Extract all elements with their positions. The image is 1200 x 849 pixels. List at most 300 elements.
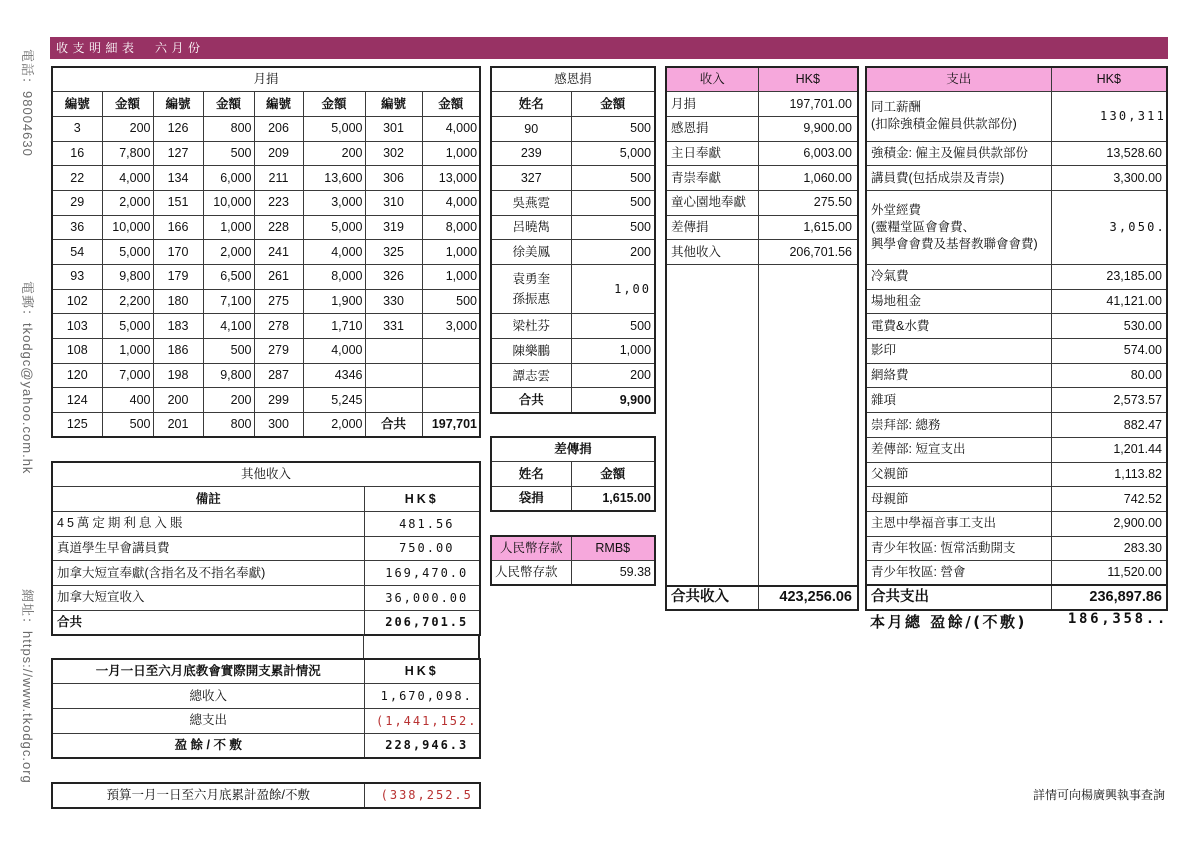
donor-name-cell: 呂曉雋 <box>491 215 571 240</box>
column-header: HK$ <box>1051 67 1167 92</box>
total-label: 合共 <box>365 413 422 438</box>
amount-cell <box>422 363 480 388</box>
column-header: 收入 <box>666 67 758 92</box>
donor-number-cell <box>365 363 422 388</box>
donor-number-cell: 261 <box>254 265 303 290</box>
column-header: 姓名 <box>491 92 571 117</box>
table-title-row <box>491 67 655 92</box>
donor-number-cell: 102 <box>52 289 102 314</box>
amount-cell: 500 <box>571 166 655 191</box>
donor-number-cell: 299 <box>254 388 303 413</box>
empty-row <box>666 265 858 586</box>
amount-cell: 882.47 <box>1051 413 1167 438</box>
donor-number-cell: 108 <box>52 339 102 364</box>
column-header: 編號 <box>254 92 303 117</box>
expense-item-cell: 母親節 <box>866 487 1051 512</box>
amount-cell: 80.00 <box>1051 363 1167 388</box>
amount-cell: 574.00 <box>1051 339 1167 364</box>
table-row <box>52 314 480 339</box>
total-label: 合共 <box>491 388 571 413</box>
amount-cell: 36,000.00 <box>364 585 480 610</box>
amount-cell: 200 <box>102 116 153 141</box>
expense-item-cell: 外堂經費 (靈糧堂區會會費、 興學會會費及基督教聯會會費) <box>866 190 1051 264</box>
donor-name-cell: 陳樂鵬 <box>491 339 571 364</box>
donor-number-cell: 166 <box>153 215 203 240</box>
column-header-row <box>491 92 655 117</box>
donor-number-cell: 278 <box>254 314 303 339</box>
amount-cell: 1,670,098. <box>364 684 480 709</box>
amount-cell: 1,615.00 <box>758 215 858 240</box>
amount-cell: 23,185.00 <box>1051 265 1167 290</box>
table-row <box>866 511 1167 536</box>
table-row <box>866 487 1167 512</box>
amount-cell: 2,000 <box>102 190 153 215</box>
column-header-row <box>52 487 480 512</box>
table-row <box>666 215 858 240</box>
table-row <box>52 511 480 536</box>
table-row <box>866 363 1167 388</box>
donor-number-cell: 93 <box>52 265 102 290</box>
amount-cell: 228,946.3 <box>364 733 480 758</box>
amount-cell: 530.00 <box>1051 314 1167 339</box>
amount-cell: 4,000 <box>303 240 365 265</box>
table-row <box>491 215 655 240</box>
donor-name-cell: 徐美鳳 <box>491 240 571 265</box>
amount-cell: 1,615.00 <box>571 486 655 511</box>
donor-number-cell: 326 <box>365 265 422 290</box>
expense-item-cell: 同工薪酬 (扣除強積金僱員供款部份) <box>866 92 1051 141</box>
donor-number-cell: 120 <box>52 363 102 388</box>
table-row <box>491 314 655 339</box>
income-item-cell: 感恩捐 <box>666 116 758 141</box>
remark-cell: 加拿大短宣收入 <box>52 585 364 610</box>
amount-cell: 500 <box>102 413 153 438</box>
table-row <box>666 92 858 117</box>
donor-number-cell: 180 <box>153 289 203 314</box>
donor-name-cell: 袁勇奎 孫振惠 <box>491 265 571 314</box>
table-row <box>52 215 480 240</box>
summary-item-cell: 總支出 <box>52 708 364 733</box>
amount-cell: 1,000 <box>422 141 480 166</box>
total-value: 423,256.06 <box>758 586 858 611</box>
table-title-row <box>52 67 480 92</box>
donor-name-cell: 吳燕霓 <box>491 190 571 215</box>
amount-cell: 200 <box>303 141 365 166</box>
total-row <box>866 585 1167 610</box>
column-header: 人民幣存款 <box>491 536 571 561</box>
amount-cell: 5,000 <box>303 116 365 141</box>
donor-number-cell: 127 <box>153 141 203 166</box>
table-row <box>52 783 480 808</box>
column-header-row <box>666 67 858 92</box>
amount-cell: 275.50 <box>758 190 858 215</box>
income-item-cell: 主日奉獻 <box>666 141 758 166</box>
amount-cell: 5,245 <box>303 388 365 413</box>
expense-item-cell: 青少年牧區: 恆常活動開支 <box>866 536 1051 561</box>
table-row <box>52 265 480 290</box>
column-header: 金額 <box>571 462 655 487</box>
expense-item-cell: 影印 <box>866 339 1051 364</box>
column-header: 編號 <box>365 92 422 117</box>
amount-cell: 197,701.00 <box>758 92 858 117</box>
income-item-cell: 青崇奉獻 <box>666 166 758 191</box>
table-title: 月捐 <box>52 67 480 92</box>
expense-item-cell: 青少年牧區: 營會 <box>866 561 1051 586</box>
column-header-row <box>866 67 1167 92</box>
income-item-cell: 其他收入 <box>666 240 758 265</box>
amount-cell: 206,701.56 <box>758 240 858 265</box>
table-row <box>866 265 1167 290</box>
amount-cell: 481.56 <box>364 511 480 536</box>
amount-cell: 750.00 <box>364 536 480 561</box>
amount-cell: 1,000 <box>571 339 655 364</box>
amount-cell: 2,573.57 <box>1051 388 1167 413</box>
total-row <box>666 586 858 611</box>
column-header: RMB$ <box>571 536 655 561</box>
amount-cell: 500 <box>571 314 655 339</box>
total-row <box>52 610 480 635</box>
column-header-row <box>52 92 480 117</box>
amount-cell: 1,000 <box>203 215 254 240</box>
other-income-table <box>51 461 481 636</box>
table-row <box>866 314 1167 339</box>
amount-cell: 4,000 <box>303 339 365 364</box>
amount-cell: 8,000 <box>422 215 480 240</box>
amount-cell: 800 <box>203 116 254 141</box>
donor-number-cell: 325 <box>365 240 422 265</box>
donor-number-cell: 306 <box>365 166 422 191</box>
amount-cell: 200 <box>571 363 655 388</box>
donor-number-cell: 3 <box>52 116 102 141</box>
amount-cell: 2,200 <box>102 289 153 314</box>
donor-number-cell: 36 <box>52 215 102 240</box>
amount-cell: 13,528.60 <box>1051 141 1167 166</box>
donor-number-cell: 209 <box>254 141 303 166</box>
table-row <box>866 166 1167 191</box>
amount-cell: 500 <box>203 339 254 364</box>
amount-cell: 5,000 <box>571 141 655 166</box>
amount-cell: 1,900 <box>303 289 365 314</box>
table-row <box>666 240 858 265</box>
donor-name-cell: 327 <box>491 166 571 191</box>
amount-cell: 5,000 <box>303 215 365 240</box>
amount-cell: (1,441,152. <box>364 708 480 733</box>
donor-name-cell: 梁杜芬 <box>491 314 571 339</box>
expense-item-cell: 崇拜部: 總務 <box>866 413 1051 438</box>
table-title-row <box>52 462 480 487</box>
amount-cell: 500 <box>571 190 655 215</box>
budget-value: (338,252.5 <box>364 783 480 808</box>
amount-cell: 41,121.00 <box>1051 289 1167 314</box>
amount-cell: 4,000 <box>422 116 480 141</box>
amount-cell: 800 <box>203 413 254 438</box>
amount-cell: 1,00 <box>571 265 655 314</box>
amount-cell: 4346 <box>303 363 365 388</box>
amount-cell: 3,000 <box>303 190 365 215</box>
amount-cell <box>422 339 480 364</box>
table-row <box>52 388 480 413</box>
empty-cell <box>758 265 858 586</box>
donor-number-cell: 54 <box>52 240 102 265</box>
total-label: 合共 <box>52 610 364 635</box>
donor-number-cell: 179 <box>153 265 203 290</box>
table-row <box>52 733 480 758</box>
monthly-surplus-label: 本月總 盈餘/(不敷) <box>870 613 1027 631</box>
amount-cell: 169,470.0 <box>364 561 480 586</box>
thanksgiving-table <box>490 66 656 414</box>
amount-cell: 5,000 <box>102 314 153 339</box>
expense-item-cell: 雜項 <box>866 388 1051 413</box>
amount-cell: 6,500 <box>203 265 254 290</box>
amount-cell: 4,000 <box>422 190 480 215</box>
amount-cell: 742.52 <box>1051 487 1167 512</box>
income-item-cell: 月捐 <box>666 92 758 117</box>
table-title-row <box>491 437 655 462</box>
donor-number-cell: 103 <box>52 314 102 339</box>
amount-cell: 500 <box>571 215 655 240</box>
remark-cell: 45萬定期利息入賬 <box>52 511 364 536</box>
amount-cell: 5,000 <box>102 240 153 265</box>
table-row <box>52 413 480 438</box>
table-row <box>52 536 480 561</box>
table-row <box>491 339 655 364</box>
amount-cell: 500 <box>422 289 480 314</box>
monthly-donations-table <box>51 66 481 438</box>
column-header: 編號 <box>153 92 203 117</box>
donor-number-cell: 200 <box>153 388 203 413</box>
budget-table <box>51 782 481 809</box>
table-row <box>866 413 1167 438</box>
column-header: 一月一日至六月底教會實際開支累計情況 <box>52 659 364 684</box>
amount-cell: 1,113.82 <box>1051 462 1167 487</box>
expense-item-cell: 父親節 <box>866 462 1051 487</box>
amount-cell: 7,100 <box>203 289 254 314</box>
table-row <box>491 141 655 166</box>
table-row <box>666 141 858 166</box>
donor-number-cell: 206 <box>254 116 303 141</box>
table-row <box>666 166 858 191</box>
amount-cell: 3,000 <box>422 314 480 339</box>
amount-cell: 13,000 <box>422 166 480 191</box>
table-title: 感恩捐 <box>491 67 655 92</box>
donor-name-cell: 袋捐 <box>491 486 571 511</box>
monthly-surplus-value: 186,358.. <box>1067 611 1168 627</box>
table-row <box>866 190 1167 264</box>
table-row <box>52 190 480 215</box>
amount-cell: 59.38 <box>571 561 655 586</box>
table-row <box>52 339 480 364</box>
expense-item-cell: 場地租金 <box>866 289 1051 314</box>
donor-number-cell: 29 <box>52 190 102 215</box>
amount-cell: 13,600 <box>303 166 365 191</box>
column-header: 支出 <box>866 67 1051 92</box>
donor-number-cell: 310 <box>365 190 422 215</box>
website-url: 網址：https://www.tkodgc.org <box>20 589 35 784</box>
amount-cell: 7,800 <box>102 141 153 166</box>
table-row <box>866 536 1167 561</box>
mission-donations-table <box>490 436 656 512</box>
amount-cell: 2,000 <box>203 240 254 265</box>
donor-number-cell: 124 <box>52 388 102 413</box>
amount-cell: 4,100 <box>203 314 254 339</box>
donor-number-cell: 302 <box>365 141 422 166</box>
empty-cell <box>666 265 758 586</box>
expense-item-cell: 主恩中學福音事工支出 <box>866 511 1051 536</box>
column-header: 金額 <box>422 92 480 117</box>
table-row <box>666 190 858 215</box>
amount-cell: 500 <box>203 141 254 166</box>
amount-cell: 2,900.00 <box>1051 511 1167 536</box>
table-row <box>491 265 655 314</box>
amount-cell: 400 <box>102 388 153 413</box>
amount-cell: 11,520.00 <box>1051 561 1167 586</box>
column-header: 姓名 <box>491 462 571 487</box>
amount-cell: 1,000 <box>422 265 480 290</box>
expense-item-cell: 網絡費 <box>866 363 1051 388</box>
amount-cell: 3,300.00 <box>1051 166 1167 191</box>
column-header: 金額 <box>203 92 254 117</box>
amount-cell: 1,710 <box>303 314 365 339</box>
total-value: 197,701 <box>422 413 480 438</box>
donor-number-cell: 134 <box>153 166 203 191</box>
donor-number-cell: 170 <box>153 240 203 265</box>
donor-number-cell: 241 <box>254 240 303 265</box>
donor-number-cell: 186 <box>153 339 203 364</box>
donor-number-cell: 22 <box>52 166 102 191</box>
column-header: HK$ <box>364 659 480 684</box>
table-row <box>666 116 858 141</box>
table-row <box>866 437 1167 462</box>
table-row <box>52 166 480 191</box>
donor-name-cell: 239 <box>491 141 571 166</box>
donor-number-cell: 319 <box>365 215 422 240</box>
donor-number-cell: 300 <box>254 413 303 438</box>
expense-item-cell: 講員費(包括成崇及青崇) <box>866 166 1051 191</box>
column-header-row <box>491 462 655 487</box>
table-row <box>491 561 655 586</box>
table-row <box>491 116 655 141</box>
table-row <box>52 363 480 388</box>
table-row <box>52 585 480 610</box>
amount-cell: 4,000 <box>102 166 153 191</box>
amount-cell: 3,050. <box>1051 190 1167 264</box>
expense-item-cell: 強積金: 僱主及僱員供款部份 <box>866 141 1051 166</box>
table-row <box>491 363 655 388</box>
donor-number-cell <box>365 388 422 413</box>
amount-cell: 10,000 <box>203 190 254 215</box>
amount-cell: 130,311 <box>1051 92 1167 141</box>
table-title: 差傳捐 <box>491 437 655 462</box>
amount-cell: 9,800 <box>102 265 153 290</box>
amount-cell: 500 <box>571 116 655 141</box>
summary-item-cell: 總收入 <box>52 684 364 709</box>
table-row <box>52 708 480 733</box>
amount-cell: 200 <box>571 240 655 265</box>
donor-number-cell: 223 <box>254 190 303 215</box>
ytd-summary-table <box>51 658 481 759</box>
column-header: 編號 <box>52 92 102 117</box>
column-header: 金額 <box>571 92 655 117</box>
amount-cell: 9,800 <box>203 363 254 388</box>
donor-number-cell: 201 <box>153 413 203 438</box>
expense-item-cell: 電費&水費 <box>866 314 1051 339</box>
donor-number-cell: 183 <box>153 314 203 339</box>
table-row <box>866 462 1167 487</box>
donor-number-cell: 279 <box>254 339 303 364</box>
blank-cell <box>363 634 480 658</box>
total-value: 206,701.5 <box>364 610 480 635</box>
donor-number-cell: 228 <box>254 215 303 240</box>
table-row <box>866 289 1167 314</box>
footer-note: 詳情可向楊廣興執事查詢 <box>1032 788 1165 802</box>
remark-cell: 加拿大短宣奉獻(含指名及不指名奉獻) <box>52 561 364 586</box>
donor-number-cell: 301 <box>365 116 422 141</box>
amount-cell: 1,201.44 <box>1051 437 1167 462</box>
donor-number-cell: 16 <box>52 141 102 166</box>
table-row <box>491 486 655 511</box>
table-row <box>52 561 480 586</box>
donor-number-cell <box>365 339 422 364</box>
phone-number: 電話：98004630 <box>20 49 35 157</box>
page-title-bar: 收支明細表 六月份 <box>50 37 1168 59</box>
table-row <box>491 166 655 191</box>
column-header: 金額 <box>303 92 365 117</box>
column-header: HK$ <box>758 67 858 92</box>
amount-cell: 9,900.00 <box>758 116 858 141</box>
table-row <box>52 116 480 141</box>
amount-cell: 6,000 <box>203 166 254 191</box>
donor-number-cell: 198 <box>153 363 203 388</box>
table-row <box>866 92 1167 141</box>
expense-table <box>865 66 1168 611</box>
donor-number-cell: 211 <box>254 166 303 191</box>
amount-cell: 1,000 <box>102 339 153 364</box>
amount-cell: 283.30 <box>1051 536 1167 561</box>
amount-cell: 1,000 <box>422 240 480 265</box>
amount-cell: 8,000 <box>303 265 365 290</box>
income-item-cell: 差傳捐 <box>666 215 758 240</box>
income-item-cell: 童心園地奉獻 <box>666 190 758 215</box>
summary-item-cell: 盈 餘 / 不 敷 <box>52 733 364 758</box>
item-cell: 人民幣存款 <box>491 561 571 586</box>
amount-cell: 10,000 <box>102 215 153 240</box>
budget-label: 預算一月一日至六月底累計盈餘/不敷 <box>52 783 364 808</box>
remark-cell: 真道學生早會講員費 <box>52 536 364 561</box>
donor-number-cell: 287 <box>254 363 303 388</box>
donor-number-cell: 331 <box>365 314 422 339</box>
table-row <box>866 339 1167 364</box>
column-header: 金額 <box>102 92 153 117</box>
table-row <box>52 289 480 314</box>
email-address: 電郵：tkodgc@yahoo.com.hk <box>20 281 35 475</box>
amount-cell: 6,003.00 <box>758 141 858 166</box>
table-row <box>866 388 1167 413</box>
column-header-row <box>52 659 480 684</box>
table-row <box>866 141 1167 166</box>
donor-name-cell: 90 <box>491 116 571 141</box>
column-header: 備註 <box>52 487 364 512</box>
table-title: 其他收入 <box>52 462 480 487</box>
table-row <box>491 240 655 265</box>
amount-cell: 2,000 <box>303 413 365 438</box>
table-row <box>52 684 480 709</box>
donor-name-cell: 譚志雲 <box>491 363 571 388</box>
amount-cell: 200 <box>203 388 254 413</box>
column-header-row <box>491 536 655 561</box>
donor-number-cell: 125 <box>52 413 102 438</box>
table-row <box>52 141 480 166</box>
amount-cell <box>422 388 480 413</box>
